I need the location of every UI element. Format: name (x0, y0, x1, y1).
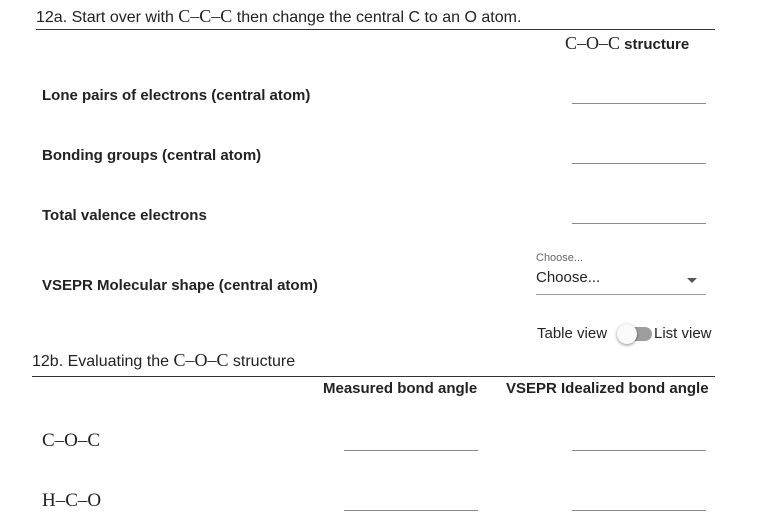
column-header-coc-structure (565, 33, 689, 54)
question-12b-title (32, 350, 295, 371)
coc-idealized-input[interactable] (572, 428, 706, 450)
lone-pairs-field-line (572, 103, 706, 104)
column-header-idealized-angle: VSEPR Idealized bond angle (506, 380, 709, 397)
toggle-label-table-view: Table view (537, 325, 608, 342)
molecular-shape-select[interactable] (536, 250, 706, 295)
row-label-molecular-shape: VSEPR Molecular shape (central atom) (42, 277, 318, 294)
view-toggle-switch[interactable] (617, 323, 653, 345)
coc-measured-field-line (344, 450, 478, 451)
total-valence-field-line (572, 223, 706, 224)
hco-measured-input[interactable] (344, 488, 478, 510)
title-text: structure (228, 353, 296, 370)
title-math: C–C–C (178, 6, 233, 26)
total-valence-input[interactable] (572, 201, 706, 223)
title-text: then change the central C to an O atom. (232, 9, 522, 26)
section-divider (36, 29, 715, 30)
title-math: C–O–C (173, 350, 229, 370)
coc-measured-input[interactable] (344, 428, 478, 450)
row-label-bonding-groups: Bonding groups (central atom) (42, 147, 262, 164)
bond-label-coc: C–O–C (42, 430, 101, 451)
toggle-knob (617, 324, 637, 344)
column-header-measured-angle: Measured bond angle (323, 380, 478, 397)
hco-measured-field-line (344, 510, 478, 511)
column-header-text: structure (620, 36, 690, 53)
coc-idealized-field-line (572, 450, 706, 451)
hco-idealized-field-line (572, 510, 706, 511)
toggle-label-list-view: List view (654, 325, 712, 342)
lone-pairs-input[interactable] (572, 81, 706, 103)
question-12a-title (36, 6, 521, 27)
bond-label-hco: H–C–O (42, 490, 102, 511)
select-current-value: Choose... (536, 269, 601, 286)
row-label-total-valence: Total valence electrons (42, 207, 207, 224)
chevron-down-icon (687, 278, 697, 283)
row-label-lone-pairs: Lone pairs of electrons (central atom) (42, 87, 311, 104)
select-hint-label: Choose... (536, 252, 584, 264)
title-text: 12a. Start over with (36, 9, 179, 26)
bonding-groups-field-line (572, 163, 706, 164)
title-text: 12b. Evaluating the (32, 353, 174, 370)
column-header-math: C–O–C (565, 33, 621, 53)
hco-idealized-input[interactable] (572, 488, 706, 510)
section-divider (32, 376, 715, 377)
bonding-groups-input[interactable] (572, 141, 706, 163)
